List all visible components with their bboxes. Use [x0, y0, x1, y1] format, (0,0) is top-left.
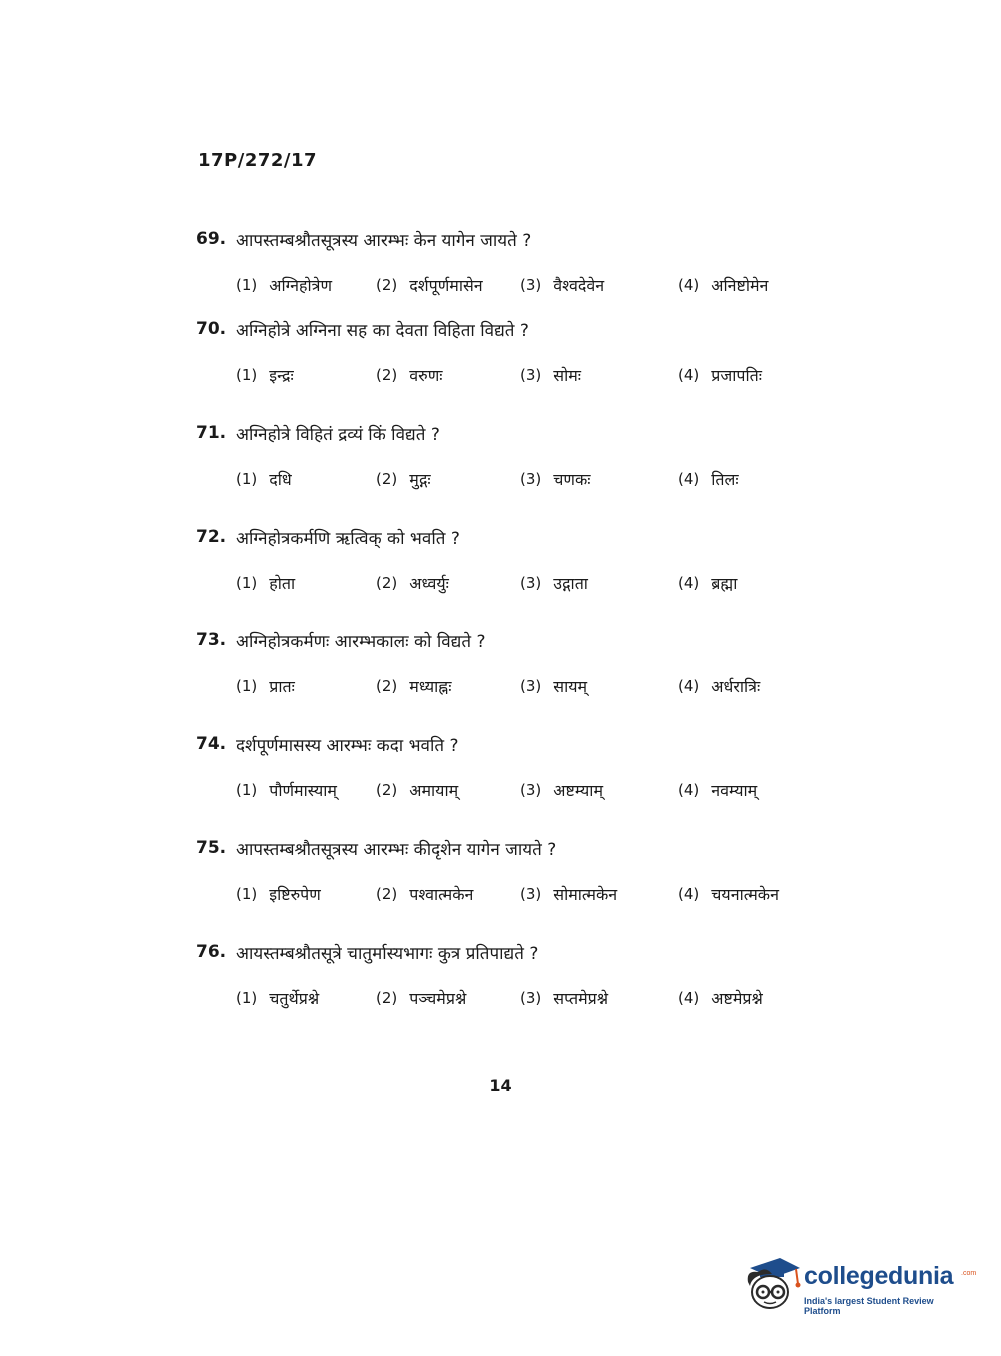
option-text: चणकः: [553, 470, 591, 489]
option-label: (4): [678, 574, 700, 592]
option-label: (4): [678, 781, 700, 799]
option-text: पौर्णमास्याम्: [269, 781, 337, 800]
option-label: (1): [236, 470, 258, 488]
option-text: तिलः: [711, 470, 739, 489]
question-text: अग्निहोत्रकर्मणः आरम्भकालः को विद्यते ?: [236, 631, 486, 652]
option-4: [678, 268, 768, 302]
option-4: [678, 981, 763, 1015]
question-71: [196, 416, 896, 496]
option-label: (3): [520, 470, 542, 488]
question-text: आयस्तम्बश्रौतसूत्रे चातुर्मास्यभागः कुत्र प्रतिपाद्यते ?: [236, 943, 539, 964]
option-label: (2): [376, 677, 398, 695]
question-number: 73.: [196, 630, 227, 650]
option-label: (1): [236, 885, 258, 903]
option-label: (1): [236, 989, 258, 1007]
options: [196, 773, 896, 807]
option-text: सोमः: [553, 366, 582, 385]
option-4: [678, 877, 779, 911]
student-mascot-icon: [742, 1252, 802, 1312]
option-text: मध्याह्नः: [409, 677, 452, 696]
option-text: अर्धरात्रिः: [711, 677, 761, 696]
option-4: [678, 566, 737, 600]
option-4: [678, 773, 757, 807]
options: [196, 358, 896, 392]
option-label: (1): [236, 276, 258, 294]
question-number: 76.: [196, 942, 227, 962]
option-4: [678, 358, 762, 392]
option-1: [236, 981, 319, 1015]
page-number: 14: [489, 1076, 512, 1095]
option-text: अध्वर्युः: [409, 574, 449, 593]
question-text: अग्निहोत्रे अग्निना सह का देवता विहिता विद्यते ?: [236, 320, 529, 341]
option-text: उद्गाता: [553, 574, 588, 593]
question-number: 69.: [196, 229, 227, 249]
option-label: (2): [376, 989, 398, 1007]
option-3: [520, 566, 588, 600]
option-text: अमायाम्: [409, 781, 459, 800]
brand-domain-suffix: .com: [961, 1270, 977, 1277]
question-text: आपस्तम्बश्रौतसूत्रस्य आरम्भः कीदृशेन यागेन जायते ?: [236, 839, 557, 860]
option-label: (3): [520, 677, 542, 695]
options: [196, 981, 896, 1015]
option-3: [520, 268, 604, 302]
option-text: चयनात्मकेन: [711, 885, 779, 904]
question-75: [196, 831, 896, 911]
option-text: पश्वात्मकेन: [409, 885, 474, 904]
brand-tagline: India's largest Student Review Platform: [804, 1296, 934, 1316]
option-label: (1): [236, 366, 258, 384]
option-3: [520, 358, 581, 392]
option-2: [376, 773, 458, 807]
option-text: इन्द्रः: [269, 366, 294, 385]
option-label: (2): [376, 276, 398, 294]
question-number: 71.: [196, 423, 227, 443]
option-text: अष्टमेप्रश्ने: [711, 989, 763, 1008]
option-2: [376, 981, 466, 1015]
option-text: इष्टिरुपेण: [269, 885, 321, 904]
option-2: [376, 566, 449, 600]
option-text: प्रातः: [269, 677, 295, 696]
option-2: [376, 669, 451, 703]
option-text: नवम्याम्: [711, 781, 758, 800]
option-label: (2): [376, 366, 398, 384]
option-label: (2): [376, 574, 398, 592]
option-label: (4): [678, 989, 700, 1007]
question-69: [196, 222, 896, 302]
option-text: अग्निहोत्रेण: [269, 276, 333, 295]
option-label: (4): [678, 677, 700, 695]
collegedunia-watermark: [742, 1250, 977, 1320]
option-3: [520, 877, 617, 911]
option-text: अनिष्टोमेन: [711, 276, 769, 295]
option-1: [236, 566, 295, 600]
option-text: मुद्गः: [409, 470, 431, 489]
question-text: आपस्तम्बश्रौतसूत्रस्य आरम्भः केन यागेन जायते ?: [236, 230, 532, 251]
question-76: [196, 935, 896, 1015]
option-1: [236, 358, 294, 392]
option-4: [678, 669, 760, 703]
option-text: सप्तमेप्रश्ने: [553, 989, 609, 1008]
question-number: 74.: [196, 734, 227, 754]
option-3: [520, 669, 587, 703]
question-number: 72.: [196, 527, 227, 547]
option-label: (3): [520, 885, 542, 903]
question-70: [196, 312, 896, 392]
option-label: (4): [678, 276, 700, 294]
option-text: अष्टम्याम्: [553, 781, 604, 800]
option-1: [236, 268, 332, 302]
option-text: दर्शपूर्णमासेन: [409, 276, 483, 295]
options: [196, 877, 896, 911]
brand-name: collegedunia: [804, 1262, 954, 1290]
options: [196, 268, 896, 302]
option-text: वैश्वदेवेन: [553, 276, 605, 295]
option-label: (4): [678, 366, 700, 384]
option-text: ब्रह्मा: [711, 574, 738, 593]
question-73: [196, 623, 896, 703]
question-number: 75.: [196, 838, 227, 858]
option-label: (1): [236, 574, 258, 592]
option-label: (3): [520, 989, 542, 1007]
option-text: सायम्: [553, 677, 588, 696]
option-3: [520, 773, 603, 807]
option-1: [236, 877, 321, 911]
option-1: [236, 669, 295, 703]
option-2: [376, 268, 483, 302]
option-label: (2): [376, 885, 398, 903]
option-text: पञ्चमेप्रश्ने: [409, 989, 467, 1008]
options: [196, 669, 896, 703]
option-label: (3): [520, 574, 542, 592]
option-label: (3): [520, 781, 542, 799]
option-label: (2): [376, 781, 398, 799]
question-74: [196, 727, 896, 807]
option-text: सोमात्मकेन: [553, 885, 618, 904]
option-label: (2): [376, 470, 398, 488]
options: [196, 462, 896, 496]
option-text: दधि: [269, 470, 292, 489]
option-3: [520, 462, 591, 496]
question-text: दर्शपूर्णमासस्य आरम्भः कदा भवति ?: [236, 735, 459, 756]
option-label: (4): [678, 885, 700, 903]
option-label: (3): [520, 366, 542, 384]
option-2: [376, 462, 431, 496]
option-1: [236, 773, 337, 807]
option-label: (3): [520, 276, 542, 294]
option-2: [376, 877, 473, 911]
option-label: (1): [236, 781, 258, 799]
option-1: [236, 462, 292, 496]
question-text: अग्निहोत्रे विहितं द्रव्यं किं विद्यते ?: [236, 424, 440, 445]
options: [196, 566, 896, 600]
option-text: वरुणः: [409, 366, 443, 385]
option-text: प्रजापतिः: [711, 366, 762, 385]
question-number: 70.: [196, 319, 227, 339]
option-label: (4): [678, 470, 700, 488]
question-text: अग्निहोत्रकर्मणि ऋत्विक् को भवति ?: [236, 528, 460, 549]
option-label: (1): [236, 677, 258, 695]
option-3: [520, 981, 608, 1015]
option-2: [376, 358, 443, 392]
option-text: चतुर्थेप्रश्ने: [269, 989, 320, 1008]
option-text: होता: [269, 574, 296, 593]
paper-code: 17P/272/17: [198, 150, 318, 171]
question-72: [196, 520, 896, 600]
option-4: [678, 462, 739, 496]
